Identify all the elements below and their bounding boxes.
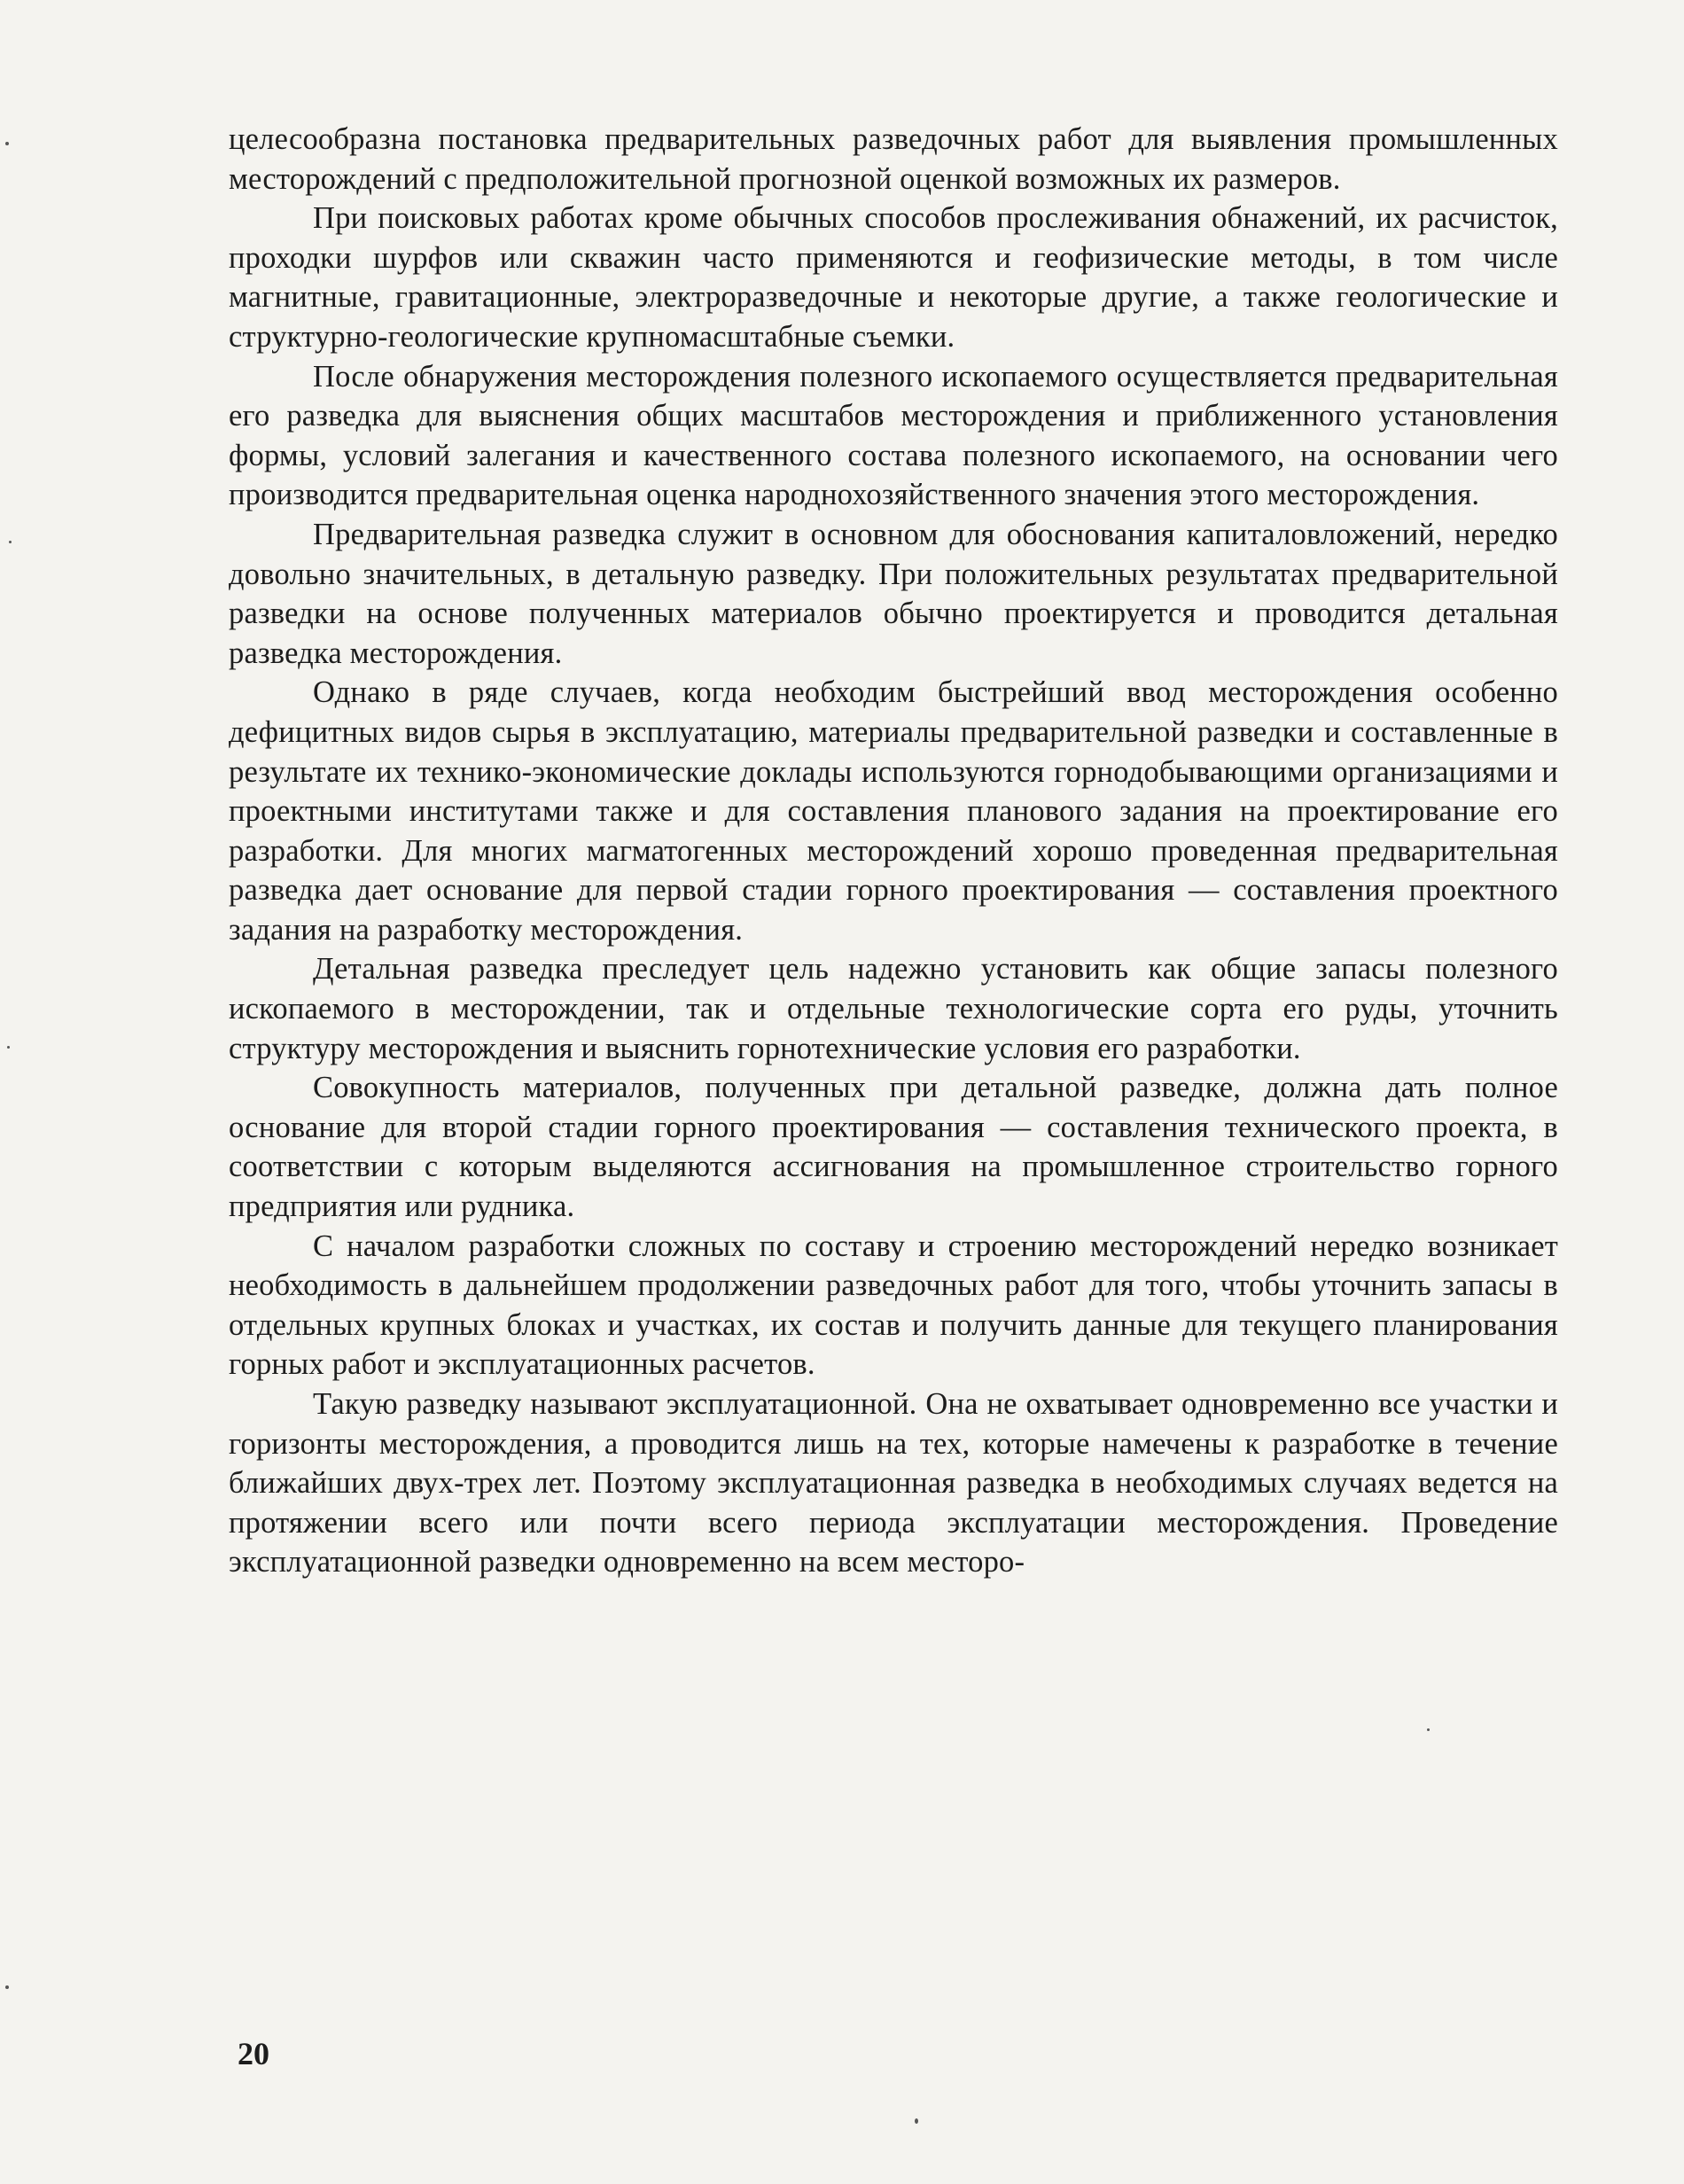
scan-speck bbox=[5, 1985, 9, 1989]
paragraph-1: целесообразна постановка предварительных разведочных работ для выявления промышленных месторождений с предположительной прогнозной оценкой возможных их размеров. bbox=[229, 122, 1558, 196]
page-number: 20 bbox=[238, 2036, 269, 2071]
scan-speck bbox=[915, 2118, 918, 2124]
paragraph-6: Детальная разведка преследует цель надежно установить как общие запасы полезного ископаемого в месторождении, так и отдельные технологические сорта его руды, уточнить структуру месторождения и выяснить горнотехнические условия его разработки. bbox=[229, 952, 1558, 1065]
paragraph-3: После обнаружения месторождения полезного ископаемого осуществляется предварительная его разведка для выяснения общих масштабов месторождения и приближенного установления формы, условий залегания и качественного состава полезного ископаемого, на основании чего производится предварительная оценка народнохозяйственного значения этого месторождения. bbox=[229, 359, 1558, 512]
paragraph-8: С началом разработки сложных по составу и строению месторождений нередко возникает необходимость в дальнейшем продолжении разведочных работ для того, чтобы уточнить запасы в отдельных крупных блоках и участках, их состав и получить данные для текущего планирования горных работ и эксплуатационных расчетов. bbox=[229, 1228, 1558, 1382]
scan-speck bbox=[5, 142, 9, 145]
paragraph-2: При поисковых работах кроме обычных способов прослеживания обнажений, их расчисток, проходки шурфов или скважин часто применяются и геофизические методы, в том числе магнитные, гравитационные, электроразведочные и некоторые другие, а также геологические и структурно-геологические крупномасштабные съемки. bbox=[229, 201, 1558, 354]
paragraph-7: Совокупность материалов, полученных при детальной разведке, должна дать полное основание для второй стадии горного проектирования — составления технического проекта, в соответствии с которым выделяются ассигнования на промышленное строительство горного предприятия или рудника. bbox=[229, 1071, 1558, 1224]
scan-speck bbox=[9, 541, 12, 543]
page-body bbox=[229, 120, 1558, 1582]
scan-speck bbox=[1427, 1728, 1430, 1731]
paragraph-9: Такую разведку называют эксплуатационной. Она не охватывает одновременно все участки и горизонты месторождения, а проводится лишь на тех, которые намечены к разработке в течение ближайших двух-трех лет. Поэтому эксплуатационная разведка в необходимых случаях ведется на протяжении всего или почти всего периода эксплуатации месторождения. Проведение эксплуатационной разведки одновременно на всем месторо- bbox=[229, 1387, 1558, 1580]
paragraph-5: Однако в ряде случаев, когда необходим быстрейший ввод месторождения особенно дефицитных видов сырья в эксплуатацию, материалы предварительной разведки и составленные в результате их технико-экономические доклады используются горнодобывающими организациями и проектными институтами также и для составления планового задания на проектирование его разработки. Для многих магматогенных месторождений хорошо проведенная предварительная разведка дает основание для первой стадии горного проектирования — составления проектного задания на разработку месторождения. bbox=[229, 675, 1558, 947]
paragraph-4: Предварительная разведка служит в основном для обоснования капиталовложений, нередко довольно значительных, в детальную разведку. При положительных результатах предварительной разведки на основе полученных материалов обычно проектируется и проводится детальная разведка месторождения. bbox=[229, 517, 1558, 670]
scan-speck bbox=[7, 1046, 10, 1049]
